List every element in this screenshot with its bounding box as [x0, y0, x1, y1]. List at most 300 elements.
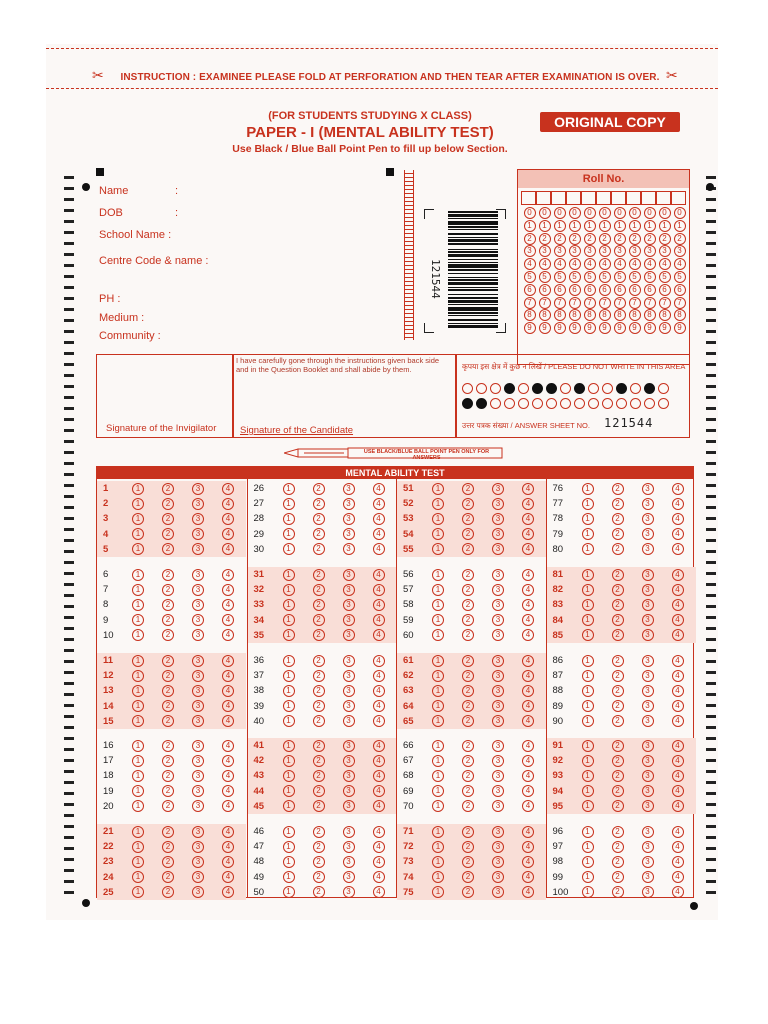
- answer-bubble[interactable]: 3: [492, 785, 504, 797]
- answer-bubble[interactable]: 4: [672, 599, 684, 611]
- answer-bubble[interactable]: 4: [373, 655, 385, 667]
- answer-bubble[interactable]: 2: [612, 886, 624, 898]
- answer-bubble[interactable]: 2: [462, 599, 474, 611]
- roll-bubble[interactable]: 8: [614, 309, 626, 321]
- answer-bubble[interactable]: 1: [283, 826, 295, 838]
- answer-bubble[interactable]: 3: [343, 841, 355, 853]
- answer-bubble[interactable]: 4: [672, 826, 684, 838]
- roll-bubble[interactable]: 5: [584, 271, 596, 283]
- roll-bubble[interactable]: 2: [629, 233, 641, 245]
- answer-bubble[interactable]: 3: [343, 755, 355, 767]
- answer-bubble[interactable]: 3: [192, 785, 204, 797]
- answer-bubble[interactable]: 4: [373, 856, 385, 868]
- roll-bubble[interactable]: 7: [629, 297, 641, 309]
- roll-bubble[interactable]: 9: [674, 322, 686, 334]
- answer-bubble[interactable]: 3: [343, 483, 355, 495]
- answer-bubble[interactable]: 1: [283, 513, 295, 525]
- answer-bubble[interactable]: 4: [672, 715, 684, 727]
- roll-bubble[interactable]: 1: [584, 220, 596, 232]
- roll-bubble[interactable]: 5: [629, 271, 641, 283]
- answer-bubble[interactable]: 3: [343, 740, 355, 752]
- answer-bubble[interactable]: 3: [192, 584, 204, 596]
- answer-bubble[interactable]: 1: [283, 770, 295, 782]
- answer-bubble[interactable]: 4: [672, 685, 684, 697]
- answer-bubble[interactable]: 3: [492, 800, 504, 812]
- answer-bubble[interactable]: 3: [192, 886, 204, 898]
- answer-bubble[interactable]: 1: [582, 715, 594, 727]
- answer-bubble[interactable]: 3: [192, 498, 204, 510]
- answer-bubble[interactable]: 2: [612, 755, 624, 767]
- roll-bubble[interactable]: 7: [554, 297, 566, 309]
- answer-bubble[interactable]: 4: [222, 655, 234, 667]
- roll-bubble[interactable]: 6: [659, 284, 671, 296]
- answer-bubble[interactable]: 3: [642, 715, 654, 727]
- answer-bubble[interactable]: 1: [283, 629, 295, 641]
- answer-bubble[interactable]: 4: [373, 528, 385, 540]
- answer-bubble[interactable]: 3: [343, 826, 355, 838]
- answer-bubble[interactable]: 2: [462, 513, 474, 525]
- answer-bubble[interactable]: 1: [283, 740, 295, 752]
- answer-bubble[interactable]: 1: [582, 498, 594, 510]
- answer-bubble[interactable]: 3: [192, 614, 204, 626]
- answer-bubble[interactable]: 1: [432, 800, 444, 812]
- answer-bubble[interactable]: 3: [192, 483, 204, 495]
- answer-bubble[interactable]: 2: [612, 599, 624, 611]
- answer-bubble[interactable]: 4: [522, 629, 534, 641]
- roll-bubble[interactable]: 3: [659, 245, 671, 257]
- answer-bubble[interactable]: 3: [492, 826, 504, 838]
- roll-bubble[interactable]: 0: [569, 207, 581, 219]
- answer-bubble[interactable]: 1: [132, 670, 144, 682]
- answer-bubble[interactable]: 2: [462, 785, 474, 797]
- answer-bubble[interactable]: 1: [582, 685, 594, 697]
- roll-bubble[interactable]: 0: [659, 207, 671, 219]
- answer-bubble[interactable]: 1: [283, 483, 295, 495]
- answer-bubble[interactable]: 4: [672, 856, 684, 868]
- roll-bubble[interactable]: 6: [554, 284, 566, 296]
- answer-bubble[interactable]: 4: [222, 785, 234, 797]
- answer-bubble[interactable]: 2: [612, 856, 624, 868]
- field-medium[interactable]: [99, 312, 144, 324]
- roll-bubble[interactable]: 6: [599, 284, 611, 296]
- answer-bubble[interactable]: 3: [343, 770, 355, 782]
- roll-bubble[interactable]: 6: [644, 284, 656, 296]
- answer-bubble[interactable]: 1: [432, 629, 444, 641]
- roll-bubble[interactable]: 5: [524, 271, 536, 283]
- answer-bubble[interactable]: 3: [192, 629, 204, 641]
- answer-bubble[interactable]: 3: [642, 826, 654, 838]
- answer-bubble[interactable]: 1: [283, 584, 295, 596]
- answer-bubble[interactable]: 3: [492, 740, 504, 752]
- answer-bubble[interactable]: 3: [192, 670, 204, 682]
- answer-bubble[interactable]: 3: [642, 513, 654, 525]
- answer-bubble[interactable]: 3: [192, 841, 204, 853]
- answer-bubble[interactable]: 4: [222, 740, 234, 752]
- answer-bubble[interactable]: 4: [373, 841, 385, 853]
- field-centre-code-name[interactable]: [99, 255, 208, 267]
- answer-bubble[interactable]: 2: [313, 685, 325, 697]
- roll-bubble[interactable]: 6: [569, 284, 581, 296]
- answer-bubble[interactable]: 1: [283, 800, 295, 812]
- answer-bubble[interactable]: 4: [522, 543, 534, 555]
- answer-bubble[interactable]: 2: [313, 614, 325, 626]
- roll-bubble[interactable]: 4: [569, 258, 581, 270]
- answer-bubble[interactable]: 2: [612, 800, 624, 812]
- answer-bubble[interactable]: 2: [612, 715, 624, 727]
- answer-bubble[interactable]: 4: [373, 755, 385, 767]
- roll-bubble[interactable]: 2: [614, 233, 626, 245]
- answer-bubble[interactable]: 3: [343, 498, 355, 510]
- answer-bubble[interactable]: 1: [432, 614, 444, 626]
- answer-bubble[interactable]: 4: [222, 871, 234, 883]
- roll-bubble[interactable]: 3: [539, 245, 551, 257]
- answer-bubble[interactable]: 4: [672, 841, 684, 853]
- answer-bubble[interactable]: 1: [432, 528, 444, 540]
- answer-bubble[interactable]: 2: [313, 543, 325, 555]
- answer-bubble[interactable]: 2: [162, 483, 174, 495]
- roll-bubble[interactable]: 8: [584, 309, 596, 321]
- roll-digit-cell[interactable]: [671, 191, 686, 205]
- answer-bubble[interactable]: 2: [462, 543, 474, 555]
- answer-bubble[interactable]: 4: [672, 655, 684, 667]
- answer-bubble[interactable]: 2: [612, 584, 624, 596]
- roll-bubble[interactable]: 8: [599, 309, 611, 321]
- roll-bubble[interactable]: 6: [614, 284, 626, 296]
- answer-bubble[interactable]: 1: [283, 886, 295, 898]
- answer-bubble[interactable]: 1: [283, 856, 295, 868]
- answer-bubble[interactable]: 3: [492, 670, 504, 682]
- answer-bubble[interactable]: 2: [462, 800, 474, 812]
- answer-bubble[interactable]: 4: [373, 785, 385, 797]
- roll-bubble[interactable]: 2: [674, 233, 686, 245]
- answer-bubble[interactable]: 1: [432, 513, 444, 525]
- answer-bubble[interactable]: 1: [132, 483, 144, 495]
- answer-bubble[interactable]: 1: [283, 528, 295, 540]
- answer-bubble[interactable]: 2: [162, 599, 174, 611]
- answer-bubble[interactable]: 3: [192, 740, 204, 752]
- answer-bubble[interactable]: 1: [582, 841, 594, 853]
- answer-bubble[interactable]: 4: [222, 800, 234, 812]
- answer-bubble[interactable]: 1: [132, 800, 144, 812]
- answer-bubble[interactable]: 4: [373, 886, 385, 898]
- answer-bubble[interactable]: 4: [373, 498, 385, 510]
- answer-bubble[interactable]: 3: [642, 528, 654, 540]
- roll-bubble[interactable]: 8: [554, 309, 566, 321]
- answer-bubble[interactable]: 2: [462, 655, 474, 667]
- roll-bubble[interactable]: 8: [629, 309, 641, 321]
- answer-bubble[interactable]: 4: [222, 513, 234, 525]
- roll-bubble[interactable]: 5: [614, 271, 626, 283]
- answer-bubble[interactable]: 2: [612, 543, 624, 555]
- answer-bubble[interactable]: 4: [373, 670, 385, 682]
- roll-bubble[interactable]: 5: [569, 271, 581, 283]
- roll-bubble[interactable]: 5: [644, 271, 656, 283]
- answer-bubble[interactable]: 2: [612, 785, 624, 797]
- answer-bubble[interactable]: 1: [582, 569, 594, 581]
- answer-bubble[interactable]: 4: [672, 670, 684, 682]
- roll-bubble[interactable]: 3: [644, 245, 656, 257]
- answer-bubble[interactable]: 4: [522, 700, 534, 712]
- answer-bubble[interactable]: 3: [492, 513, 504, 525]
- answer-bubble[interactable]: 1: [432, 755, 444, 767]
- answer-bubble[interactable]: 4: [222, 599, 234, 611]
- answer-bubble[interactable]: 3: [343, 513, 355, 525]
- answer-bubble[interactable]: 1: [283, 715, 295, 727]
- roll-bubble[interactable]: 9: [599, 322, 611, 334]
- answer-bubble[interactable]: 4: [222, 569, 234, 581]
- roll-bubble[interactable]: 9: [539, 322, 551, 334]
- roll-bubble[interactable]: 7: [659, 297, 671, 309]
- roll-bubble[interactable]: 1: [524, 220, 536, 232]
- answer-bubble[interactable]: 1: [582, 871, 594, 883]
- answer-bubble[interactable]: 3: [192, 685, 204, 697]
- answer-bubble[interactable]: 1: [132, 755, 144, 767]
- answer-bubble[interactable]: 4: [522, 841, 534, 853]
- answer-bubble[interactable]: 4: [522, 483, 534, 495]
- answer-bubble[interactable]: 1: [132, 886, 144, 898]
- roll-bubble[interactable]: 8: [539, 309, 551, 321]
- roll-bubble[interactable]: 6: [539, 284, 551, 296]
- roll-bubble[interactable]: 9: [629, 322, 641, 334]
- answer-bubble[interactable]: 3: [492, 528, 504, 540]
- answer-bubble[interactable]: 3: [642, 841, 654, 853]
- answer-bubble[interactable]: 1: [283, 700, 295, 712]
- answer-bubble[interactable]: 3: [642, 483, 654, 495]
- roll-bubble[interactable]: 2: [524, 233, 536, 245]
- answer-bubble[interactable]: 3: [642, 584, 654, 596]
- answer-bubble[interactable]: 2: [162, 785, 174, 797]
- answer-bubble[interactable]: 2: [162, 584, 174, 596]
- answer-bubble[interactable]: 2: [612, 614, 624, 626]
- answer-bubble[interactable]: 1: [132, 715, 144, 727]
- answer-bubble[interactable]: 4: [222, 700, 234, 712]
- answer-bubble[interactable]: 2: [462, 755, 474, 767]
- roll-bubble[interactable]: 7: [614, 297, 626, 309]
- answer-bubble[interactable]: 4: [672, 528, 684, 540]
- roll-digit-cell[interactable]: [596, 191, 611, 205]
- answer-bubble[interactable]: 2: [313, 755, 325, 767]
- roll-bubble[interactable]: 7: [674, 297, 686, 309]
- answer-bubble[interactable]: 1: [132, 770, 144, 782]
- answer-bubble[interactable]: 2: [612, 841, 624, 853]
- answer-bubble[interactable]: 2: [162, 886, 174, 898]
- roll-bubble[interactable]: 0: [524, 207, 536, 219]
- answer-bubble[interactable]: 1: [582, 755, 594, 767]
- answer-bubble[interactable]: 1: [132, 629, 144, 641]
- answer-bubble[interactable]: 4: [522, 755, 534, 767]
- answer-bubble[interactable]: 3: [642, 685, 654, 697]
- answer-bubble[interactable]: 2: [462, 770, 474, 782]
- answer-bubble[interactable]: 2: [612, 513, 624, 525]
- answer-bubble[interactable]: 1: [582, 770, 594, 782]
- answer-bubble[interactable]: 1: [432, 856, 444, 868]
- answer-bubble[interactable]: 2: [462, 700, 474, 712]
- roll-bubble[interactable]: 6: [524, 284, 536, 296]
- answer-bubble[interactable]: 3: [642, 785, 654, 797]
- roll-digit-cell[interactable]: [611, 191, 626, 205]
- answer-bubble[interactable]: 4: [222, 841, 234, 853]
- answer-bubble[interactable]: 3: [642, 886, 654, 898]
- roll-bubble[interactable]: 9: [569, 322, 581, 334]
- roll-bubble[interactable]: 1: [554, 220, 566, 232]
- roll-bubble[interactable]: 7: [524, 297, 536, 309]
- answer-bubble[interactable]: 3: [192, 770, 204, 782]
- answer-bubble[interactable]: 2: [612, 740, 624, 752]
- answer-bubble[interactable]: 3: [343, 871, 355, 883]
- roll-bubble[interactable]: 8: [659, 309, 671, 321]
- roll-digit-cell[interactable]: [521, 191, 536, 205]
- answer-bubble[interactable]: 3: [192, 755, 204, 767]
- roll-bubble[interactable]: 2: [584, 233, 596, 245]
- roll-bubble[interactable]: 1: [629, 220, 641, 232]
- answer-bubble[interactable]: 3: [192, 528, 204, 540]
- answer-bubble[interactable]: 1: [132, 569, 144, 581]
- answer-bubble[interactable]: 4: [222, 685, 234, 697]
- answer-bubble[interactable]: 4: [373, 800, 385, 812]
- answer-bubble[interactable]: 4: [522, 856, 534, 868]
- roll-bubble[interactable]: 4: [584, 258, 596, 270]
- answer-bubble[interactable]: 3: [492, 483, 504, 495]
- roll-bubble[interactable]: 9: [614, 322, 626, 334]
- answer-bubble[interactable]: 1: [132, 584, 144, 596]
- roll-bubble[interactable]: 7: [599, 297, 611, 309]
- roll-bubble[interactable]: 4: [554, 258, 566, 270]
- answer-bubble[interactable]: 4: [222, 498, 234, 510]
- answer-bubble[interactable]: 3: [343, 543, 355, 555]
- answer-bubble[interactable]: 1: [132, 513, 144, 525]
- answer-bubble[interactable]: 2: [162, 614, 174, 626]
- answer-bubble[interactable]: 3: [192, 655, 204, 667]
- answer-bubble[interactable]: 3: [343, 629, 355, 641]
- answer-bubble[interactable]: 4: [522, 614, 534, 626]
- answer-bubble[interactable]: 1: [432, 599, 444, 611]
- answer-bubble[interactable]: 4: [373, 569, 385, 581]
- answer-bubble[interactable]: 3: [492, 629, 504, 641]
- answer-bubble[interactable]: 1: [283, 599, 295, 611]
- answer-bubble[interactable]: 3: [642, 670, 654, 682]
- answer-bubble[interactable]: 1: [132, 871, 144, 883]
- answer-bubble[interactable]: 3: [192, 715, 204, 727]
- answer-bubble[interactable]: 4: [222, 770, 234, 782]
- answer-bubble[interactable]: 3: [343, 528, 355, 540]
- roll-bubble[interactable]: 1: [644, 220, 656, 232]
- answer-bubble[interactable]: 2: [313, 629, 325, 641]
- answer-bubble[interactable]: 2: [313, 770, 325, 782]
- answer-bubble[interactable]: 2: [612, 700, 624, 712]
- answer-bubble[interactable]: 2: [162, 715, 174, 727]
- roll-bubble[interactable]: 0: [644, 207, 656, 219]
- answer-bubble[interactable]: 3: [192, 543, 204, 555]
- answer-bubble[interactable]: 1: [132, 543, 144, 555]
- roll-bubble[interactable]: 5: [539, 271, 551, 283]
- roll-bubble[interactable]: 0: [539, 207, 551, 219]
- answer-bubble[interactable]: 4: [373, 513, 385, 525]
- roll-bubble[interactable]: 3: [569, 245, 581, 257]
- roll-bubble[interactable]: 2: [599, 233, 611, 245]
- answer-bubble[interactable]: 1: [582, 584, 594, 596]
- answer-bubble[interactable]: 4: [222, 755, 234, 767]
- answer-bubble[interactable]: 4: [522, 871, 534, 883]
- answer-bubble[interactable]: 2: [313, 856, 325, 868]
- answer-bubble[interactable]: 4: [373, 826, 385, 838]
- answer-bubble[interactable]: 1: [582, 528, 594, 540]
- answer-bubble[interactable]: 4: [373, 871, 385, 883]
- answer-bubble[interactable]: 2: [462, 528, 474, 540]
- answer-bubble[interactable]: 1: [432, 871, 444, 883]
- answer-bubble[interactable]: 2: [612, 826, 624, 838]
- roll-bubble[interactable]: 2: [569, 233, 581, 245]
- answer-bubble[interactable]: 3: [642, 629, 654, 641]
- roll-entry-cells[interactable]: [518, 188, 689, 207]
- roll-bubble[interactable]: 5: [659, 271, 671, 283]
- field-name[interactable]: [99, 185, 179, 197]
- answer-bubble[interactable]: 1: [132, 685, 144, 697]
- answer-bubble[interactable]: 4: [373, 715, 385, 727]
- answer-bubble[interactable]: 4: [373, 543, 385, 555]
- answer-bubble[interactable]: 2: [313, 670, 325, 682]
- answer-bubble[interactable]: 4: [672, 569, 684, 581]
- answer-bubble[interactable]: 1: [132, 826, 144, 838]
- answer-bubble[interactable]: 4: [222, 715, 234, 727]
- answer-bubble[interactable]: 2: [313, 841, 325, 853]
- answer-bubble[interactable]: 1: [283, 543, 295, 555]
- answer-bubble[interactable]: 1: [432, 498, 444, 510]
- answer-bubble[interactable]: 2: [462, 871, 474, 883]
- answer-bubble[interactable]: 3: [492, 841, 504, 853]
- roll-bubble[interactable]: 7: [584, 297, 596, 309]
- answer-bubble[interactable]: 4: [672, 543, 684, 555]
- answer-bubble[interactable]: 3: [192, 569, 204, 581]
- roll-bubble[interactable]: 3: [674, 245, 686, 257]
- answer-bubble[interactable]: 1: [582, 826, 594, 838]
- answer-bubble[interactable]: 3: [343, 614, 355, 626]
- answer-bubble[interactable]: 4: [373, 599, 385, 611]
- answer-bubble[interactable]: 3: [642, 599, 654, 611]
- roll-bubble[interactable]: 1: [599, 220, 611, 232]
- answer-bubble[interactable]: 4: [522, 785, 534, 797]
- answer-bubble[interactable]: 2: [162, 740, 174, 752]
- roll-bubble[interactable]: 2: [539, 233, 551, 245]
- answer-bubble[interactable]: 2: [612, 770, 624, 782]
- answer-bubble[interactable]: 2: [462, 629, 474, 641]
- answer-bubble[interactable]: 2: [162, 513, 174, 525]
- answer-bubble[interactable]: 4: [522, 800, 534, 812]
- answer-bubble[interactable]: 1: [132, 528, 144, 540]
- roll-bubble[interactable]: 8: [674, 309, 686, 321]
- answer-bubble[interactable]: 2: [462, 498, 474, 510]
- answer-bubble[interactable]: 4: [672, 629, 684, 641]
- answer-bubble[interactable]: 2: [612, 629, 624, 641]
- answer-bubble[interactable]: 2: [462, 569, 474, 581]
- answer-bubble[interactable]: 4: [672, 614, 684, 626]
- field-school-name[interactable]: [99, 229, 171, 241]
- answer-bubble[interactable]: 3: [642, 569, 654, 581]
- answer-bubble[interactable]: 4: [522, 685, 534, 697]
- roll-bubble[interactable]: 3: [524, 245, 536, 257]
- answer-bubble[interactable]: 4: [672, 584, 684, 596]
- answer-bubble[interactable]: 1: [582, 700, 594, 712]
- answer-bubble[interactable]: 3: [492, 770, 504, 782]
- answer-bubble[interactable]: 1: [432, 740, 444, 752]
- answer-bubble[interactable]: 3: [343, 886, 355, 898]
- answer-bubble[interactable]: 2: [162, 569, 174, 581]
- answer-bubble[interactable]: 2: [313, 655, 325, 667]
- answer-bubble[interactable]: 1: [132, 856, 144, 868]
- roll-digit-cell[interactable]: [656, 191, 671, 205]
- roll-digit-cell[interactable]: [626, 191, 641, 205]
- answer-bubble[interactable]: 4: [222, 584, 234, 596]
- answer-bubble[interactable]: 2: [462, 841, 474, 853]
